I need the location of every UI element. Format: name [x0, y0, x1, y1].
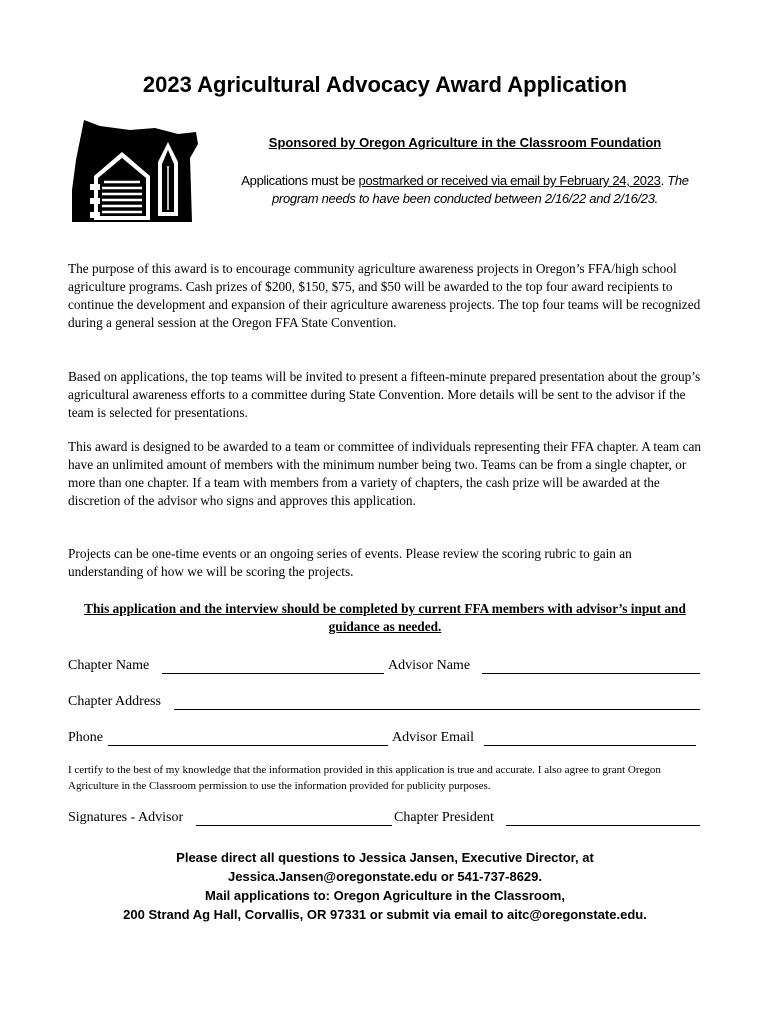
- chapter-name-field[interactable]: [162, 658, 384, 674]
- advisor-name-field[interactable]: [482, 658, 700, 674]
- projects-paragraph: Projects can be one-time events or an ongoing series of events. Please review the scoring rubric to gain an understanding of how we will be scoring the projects.: [68, 546, 632, 579]
- signature-advisor-field[interactable]: [196, 810, 392, 826]
- chapter-president-field[interactable]: [506, 810, 700, 826]
- sponsor-line: Sponsored by Oregon Agriculture in the Classroom Foundation: [268, 135, 662, 150]
- signature-advisor-label: Signatures - Advisor: [68, 810, 184, 825]
- presentation-paragraph: Based on applications, the top teams will be invited to present a fifteen-minute prepared presentation about the group’s agricultural awareness efforts to a committee during State Convention. More details will be sent to the advisor if the team is selected for presentations.: [68, 369, 701, 420]
- chapter-name-label: Chapter Name: [68, 658, 150, 673]
- team-paragraph: This award is designed to be awarded to a team or committee of individuals representing their FFA chapter. A team can have an unlimited amount of members with the minimum number being two. Teams can be from a single chapter, or more than one chapter. If a team with members from a variety of chapters, the cash prize will be awarded at the discretion of the advisor who signs and approves this application.: [68, 439, 702, 508]
- completion-notice: This application and the interview should be completed by current FFA members with advisor’s input and guidance as needed.: [84, 601, 686, 634]
- advisor-email-label: Advisor Email: [392, 730, 475, 745]
- chapter-president-label: Chapter President: [394, 810, 494, 825]
- advisor-email-field[interactable]: [484, 730, 696, 746]
- program-dates: The program needs to have been conducted between 2/16/22 and 2/16/23.: [272, 173, 689, 206]
- chapter-address-field[interactable]: [174, 694, 700, 710]
- contact-line-3: Mail applications to: Oregon Agriculture in the Classroom,: [205, 888, 565, 903]
- contact-line-4: 200 Strand Ag Hall, Corvallis, OR 97331 or submit via email to aitc@oregonstate.edu.: [123, 907, 647, 922]
- deadline-prefix: Applications must be: [241, 173, 359, 188]
- phone-field[interactable]: [108, 730, 388, 746]
- contact-info: [0, 848, 770, 924]
- deadline-notice: [228, 172, 702, 208]
- deadline-date: postmarked or received via email by February 24, 2023: [358, 173, 661, 188]
- deadline-suffix: .: [660, 173, 668, 188]
- contact-line-2: Jessica.Jansen@oregonstate.edu or 541-737-8629.: [228, 869, 542, 884]
- chapter-address-label: Chapter Address: [68, 694, 161, 709]
- contact-line-1: Please direct all questions to Jessica Jansen, Executive Director, at: [176, 850, 594, 865]
- oregon-barn-pencil-logo: [70, 120, 210, 230]
- advisor-name-label: Advisor Name: [388, 658, 471, 673]
- purpose-paragraph: The purpose of this award is to encourage community agriculture awareness projects in Oregon’s FFA/high school agriculture programs. Cash prizes of $200, $150, $75, and $50 will be awarded to the top four award recipients to continue the development and expansion of their agriculture awareness projects. The top four teams will be recognized during a general session at the Oregon FFA State Convention.: [68, 261, 701, 330]
- page-title: 2023 Agricultural Advocacy Award Application: [142, 72, 628, 97]
- phone-label: Phone: [68, 730, 103, 745]
- certification-statement: I certify to the best of my knowledge that the information provided in this application is true and accurate. I also agree to grant Oregon Agriculture in the Classroom permission to use the information provided for publicity purposes.: [68, 764, 661, 792]
